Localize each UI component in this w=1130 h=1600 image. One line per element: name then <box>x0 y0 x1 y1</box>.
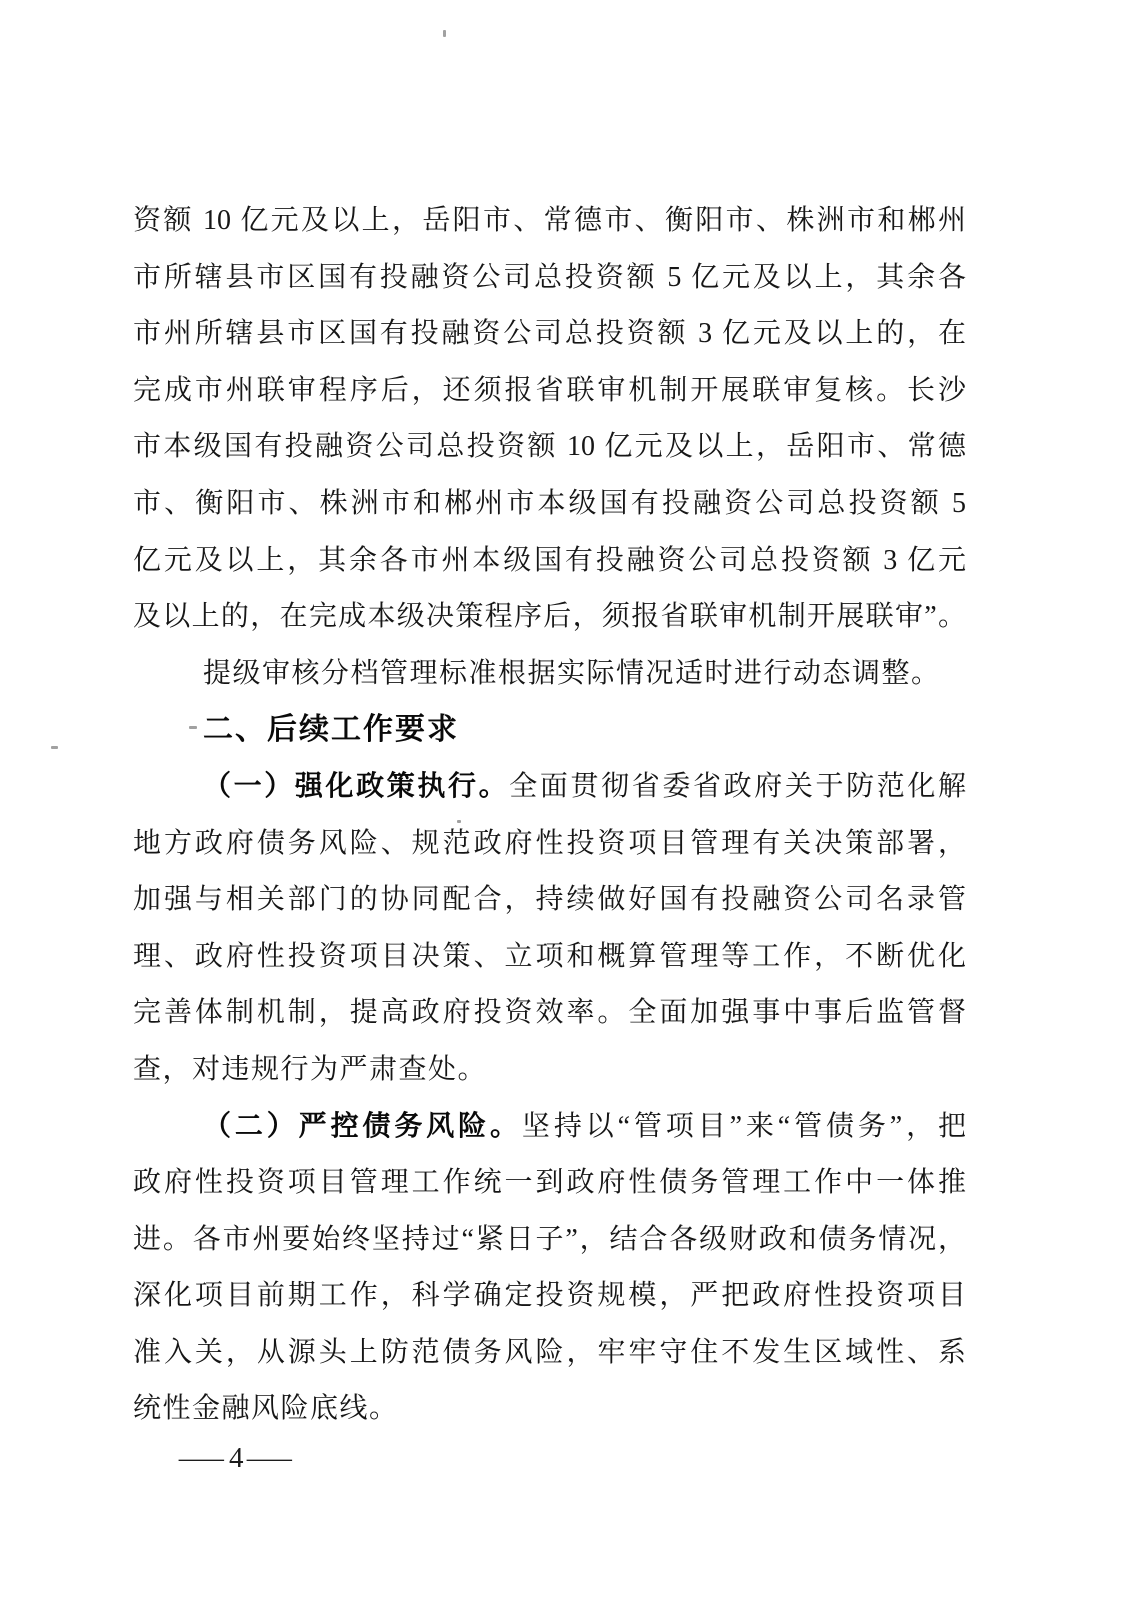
text-line <box>133 816 966 873</box>
text-segment: 市、衡阳市、株洲市和郴州市本级国有投融资公司总投资额 5 <box>133 487 966 519</box>
text-line <box>133 589 966 646</box>
text-segment: 资额 10 亿元及以上，岳阳市、常德市、衡阳市、株洲市和郴州 <box>133 205 966 236</box>
text-segment: 理、政府性投资项目决策、立项和概算管理等工作，不断优化 <box>133 940 966 972</box>
text-segment: 亿元及以上，其余各市州本级国有投融资公司总投资额 3 亿元 <box>133 544 966 576</box>
text-line <box>133 872 966 929</box>
footer-dash: — <box>246 1442 298 1474</box>
text-line <box>133 1212 966 1269</box>
scan-speck <box>51 746 58 749</box>
text-segment: 查，对违规行为严肃查处。 <box>133 1053 488 1085</box>
text-line <box>133 1155 966 1212</box>
text-segment: 二、后续工作要求 <box>203 713 459 747</box>
text-segment: 准入关，从源头上防范债务风险，牢牢守住不发生区域性、系 <box>133 1336 966 1368</box>
scan-speck <box>443 30 446 37</box>
text-line <box>133 1325 966 1382</box>
text-segment: 提级审核分档管理标准根据实际情况适时进行动态调整。 <box>203 657 941 689</box>
text-line <box>133 985 966 1042</box>
text-line <box>133 1268 966 1325</box>
text-segment: 市所辖县市区国有投融资公司总投资额 5 亿元及以上，其余各 <box>133 261 966 293</box>
scan-speck <box>457 820 461 823</box>
text-segment: 政府性投资项目管理工作统一到政府性债务管理工作中一体推 <box>133 1167 966 1199</box>
section-heading <box>133 702 966 759</box>
text-segment: 进。各市州要始终坚持过“紧日子”，结合各级财政和债务情况， <box>133 1223 966 1255</box>
text-segment: 及以上的，在完成本级决策程序后，须报省联审机制开展联审”。 <box>133 601 966 633</box>
text-line <box>133 363 966 420</box>
text-segment: 加强与相关部门的协同配合，持续做好国有投融资公司名录管 <box>133 884 966 916</box>
text-segment: 坚持以“管项目”来“管债务”，把 <box>521 1110 966 1142</box>
text-line <box>133 306 966 363</box>
text-segment: 地方政府债务风险、规范政府性投资项目管理有关决策部署， <box>133 827 966 859</box>
text-line <box>133 476 966 533</box>
text-segment: （二）严控债务风险。 <box>203 1110 522 1142</box>
text-segment: 完成市州联审程序后，还须报省联审机制开展联审复核。长沙 <box>133 374 966 406</box>
text-line <box>133 646 966 703</box>
scan-speck <box>189 726 197 729</box>
document-text-block <box>133 193 966 1438</box>
text-line <box>133 419 966 476</box>
text-segment: 市本级国有投融资公司总投资额 10 亿元及以上，岳阳市、常德 <box>133 431 966 463</box>
text-segment: 市州所辖县市区国有投融资公司总投资额 3 亿元及以上的，在 <box>133 318 966 350</box>
text-line <box>133 759 966 816</box>
footer-page-number: 4 <box>229 1442 248 1474</box>
text-segment: 全面贯彻省委省政府关于防范化解 <box>509 770 966 802</box>
text-segment: 统性金融风险底线。 <box>133 1393 399 1425</box>
text-line <box>133 1042 966 1099</box>
text-line <box>133 1381 966 1438</box>
page-footer <box>180 1442 297 1475</box>
text-line <box>133 193 966 250</box>
text-segment: （一）强化政策执行。 <box>203 770 510 802</box>
text-line <box>133 250 966 307</box>
text-segment: 深化项目前期工作，科学确定投资规模，严把政府性投资项目 <box>133 1280 966 1312</box>
footer-dash: — <box>178 1442 231 1474</box>
text-line <box>133 1099 966 1156</box>
text-line <box>133 929 966 986</box>
text-line <box>133 533 966 590</box>
text-segment: 完善体制机制，提高政府投资效率。全面加强事中事后监管督 <box>133 997 966 1029</box>
